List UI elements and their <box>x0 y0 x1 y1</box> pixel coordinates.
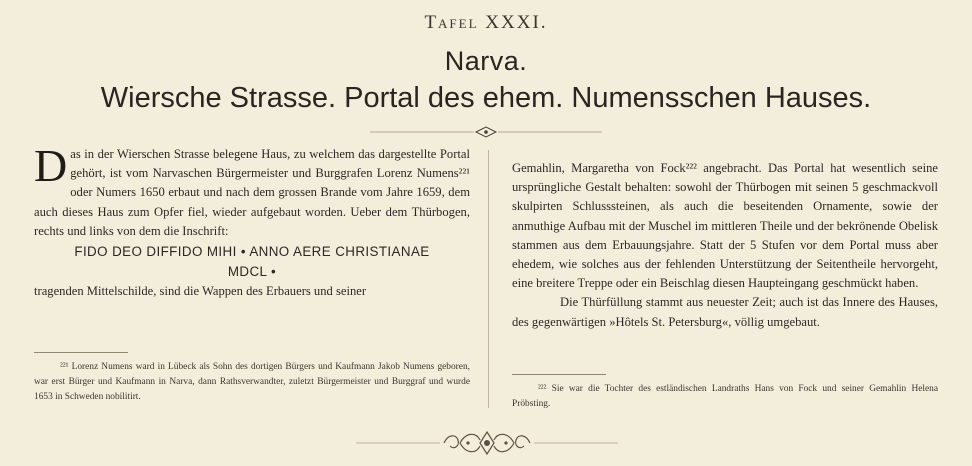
page-subtitle: Wiersche Strasse. Portal des ehem. Numensschen Hauses. <box>100 82 872 114</box>
paragraph: tragenden Mittelschilde, sind die Wappen des Erbauers und seiner <box>34 284 367 299</box>
page-title: Narva. <box>444 46 528 76</box>
inscription-line: MDCL • <box>227 264 277 280</box>
drop-cap: D <box>34 140 68 191</box>
paragraph: Gemahlin, Margaretha von Fock²²² angebracht. Das Portal hat wesentlich seine ursprüngliche Gestalt behalten: sowohl der Thürbogen mit seinen 5 geschmackvoll skulpirten Schlusssteinen, als auch die beseitenden Ornamente, sowie der anmuthige Aufbau mit der Muschel im mittleren Theile und der bekrönende Obelisk stammen aus dem Erbauungsjahre. Statt der 5 Stufen vor dem Portal muss aber ehedem, wie solches aus der fehlenden Unterstützung der Seitentheile hervorgeht, eine breitere Treppe oder ein Beischlag diesen Haupteingang geschmückt haben. <box>512 161 938 291</box>
footnote: ²²² Sie war die Tochter des estländischen Landraths Hans von Fock und seiner Gemahlin Helena Pröbsting. <box>512 384 938 409</box>
paragraph <box>34 140 470 241</box>
paragraph-text: as in der Wierschen Strasse belegene Haus, zu welchem das dargestellte Portal gehört, ist vom Narvaschen Bürgermeister und Burggrafen Lorenz Numens²²¹ oder Numers 1650 erbaut und nach dem grossen Brande vom Jahre 1659, dem auch dieses Haus zum Opfer fiel, wieder aufgebaut worden. Ueber dem Thürbogen, rechts und links von dem die Inschrift: <box>34 147 470 238</box>
left-column <box>34 140 470 301</box>
paragraph: Die Thürfüllung stammt aus neuester Zeit; auch ist das Innere des Hauses, des gegenwärtigen »Hôtels St. Petersburg«, völlig umgebaut. <box>512 295 938 329</box>
inscription-line: FIDO DEO DIFFIDO MIHI • ANNO AERE CHRISTIANAE <box>74 244 430 260</box>
right-column <box>512 159 938 332</box>
column-divider <box>488 150 489 408</box>
footnote-rule <box>34 352 128 353</box>
footnote-rule <box>512 374 606 375</box>
divider-ornament-icon <box>370 124 602 140</box>
scroll-ornament-icon <box>356 428 618 458</box>
plate-number: Tafel XXXI. <box>424 12 548 33</box>
footnote: ²²¹ Lorenz Numens ward in Lübeck als Sohn des dortigen Bürgers und Kaufmann Jakob Numens geboren, war erst Bürger und Kaufmann in Narva, dann Rathsverwandter, zuletzt Bürgermeister und Burggraf und wurde 1653 in Schweden nobilitirt. <box>34 362 470 402</box>
